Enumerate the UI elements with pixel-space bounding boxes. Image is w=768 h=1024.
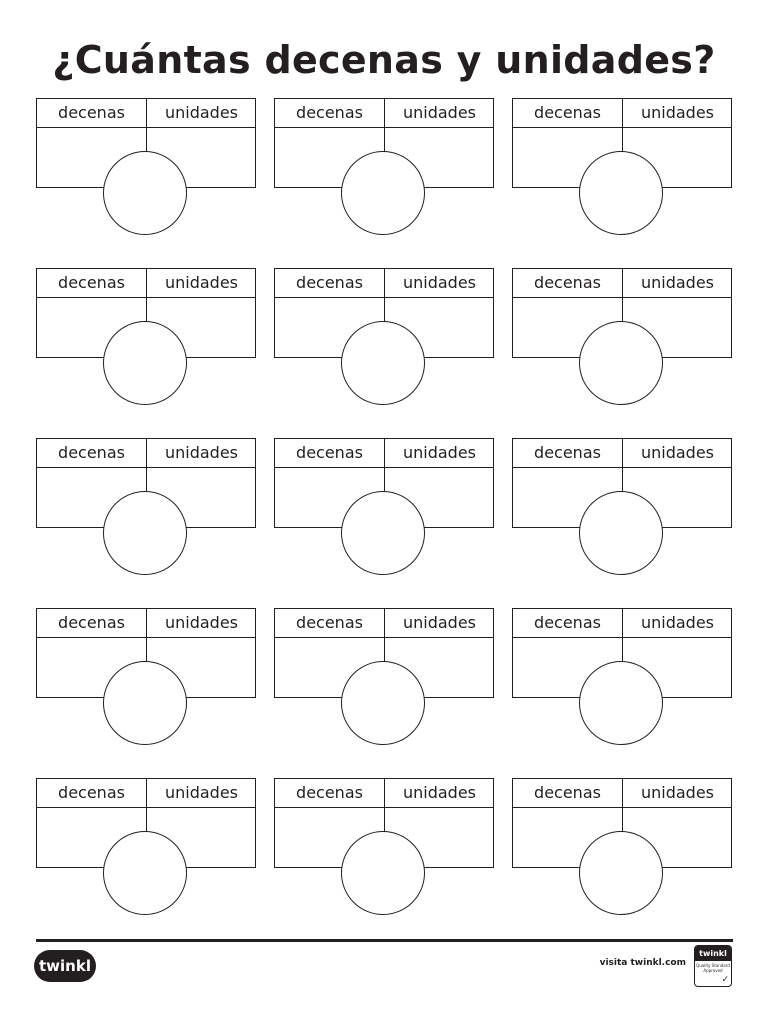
twinkl-logo: twinkl (34, 950, 96, 982)
units-label: unidades (402, 103, 477, 122)
badge-text: Quality Standard Approved (696, 963, 730, 973)
answer-circle[interactable] (341, 831, 425, 915)
place-value-box (512, 438, 732, 580)
tens-label: decenas (296, 613, 363, 632)
answer-circle[interactable] (341, 491, 425, 575)
units-label: unidades (164, 273, 239, 292)
units-label: unidades (164, 783, 239, 802)
place-value-box (36, 608, 256, 750)
answer-circle[interactable] (579, 321, 663, 405)
units-label: unidades (640, 613, 715, 632)
place-value-box (36, 438, 256, 580)
answer-circle[interactable] (579, 831, 663, 915)
place-value-box (274, 778, 494, 920)
tens-label: decenas (58, 613, 125, 632)
units-label: unidades (402, 273, 477, 292)
tens-label: decenas (534, 613, 601, 632)
tens-label: decenas (296, 273, 363, 292)
place-value-box (512, 98, 732, 240)
units-label: unidades (402, 613, 477, 632)
answer-circle[interactable] (579, 491, 663, 575)
place-value-box (274, 98, 494, 240)
tens-label: decenas (534, 103, 601, 122)
place-value-box (512, 608, 732, 750)
units-label: unidades (640, 443, 715, 462)
answer-circle[interactable] (103, 491, 187, 575)
tens-label: decenas (58, 273, 125, 292)
checkmark-icon: ✓ (721, 975, 729, 985)
footer-divider (36, 939, 733, 942)
place-value-box (36, 268, 256, 410)
answer-circle[interactable] (579, 661, 663, 745)
tens-label: decenas (58, 783, 125, 802)
place-value-box (36, 778, 256, 920)
place-value-box (36, 98, 256, 240)
tens-label: decenas (534, 783, 601, 802)
tens-label: decenas (296, 443, 363, 462)
units-label: unidades (640, 103, 715, 122)
units-label: unidades (164, 103, 239, 122)
place-value-box (512, 778, 732, 920)
place-value-box (274, 268, 494, 410)
answer-circle[interactable] (103, 151, 187, 235)
answer-circle[interactable] (579, 151, 663, 235)
units-label: unidades (402, 443, 477, 462)
answer-circle[interactable] (341, 151, 425, 235)
units-label: unidades (640, 783, 715, 802)
answer-circle[interactable] (103, 321, 187, 405)
tens-label: decenas (58, 103, 125, 122)
place-value-box (512, 268, 732, 410)
tens-label: decenas (58, 443, 125, 462)
quality-badge (694, 945, 732, 987)
units-label: unidades (164, 443, 239, 462)
answer-circle[interactable] (103, 831, 187, 915)
tens-label: decenas (534, 443, 601, 462)
units-label: unidades (640, 273, 715, 292)
answer-circle[interactable] (341, 321, 425, 405)
answer-circle[interactable] (103, 661, 187, 745)
page-title: ¿Cuántas decenas y unidades? (52, 38, 716, 82)
place-value-box (274, 608, 494, 750)
tens-label: decenas (296, 783, 363, 802)
badge-logo: twinkl (695, 946, 731, 961)
units-label: unidades (164, 613, 239, 632)
tens-label: decenas (296, 103, 363, 122)
visit-website-text: visita twinkl.com (599, 958, 686, 968)
answer-circle[interactable] (341, 661, 425, 745)
place-value-box (274, 438, 494, 580)
units-label: unidades (402, 783, 477, 802)
tens-label: decenas (534, 273, 601, 292)
